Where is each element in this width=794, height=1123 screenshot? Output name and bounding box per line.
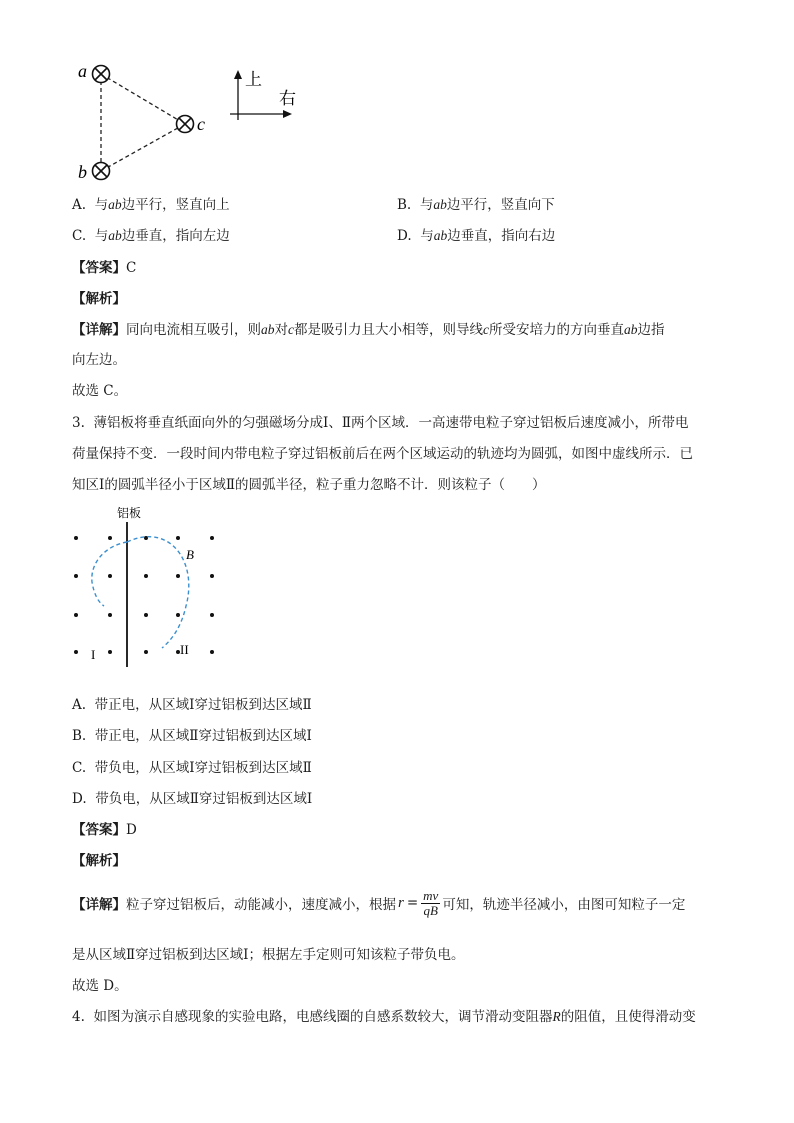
q3-conclusion: 故选 D。 xyxy=(72,978,128,994)
axis-right-arrowhead-icon xyxy=(283,110,292,118)
edge-bc xyxy=(101,124,185,171)
wire-c-into-page-icon xyxy=(177,116,194,133)
label-b: b xyxy=(78,162,87,182)
region-1-label: I xyxy=(91,647,96,662)
q2-option-a: A. 与ab边平行，竖直向上 xyxy=(72,197,230,213)
q2-detail-line-2: 向左边。 xyxy=(72,352,126,368)
q2-detail-line-1: 【详解】同向电流相互吸引，则ab对c都是吸引力且大小相等，则导线c所受安培力的方向垂直ab边指 xyxy=(72,322,665,338)
q3-stem-line-3: 知区Ⅰ的圆弧半径小于区域Ⅱ的圆弧半径，粒子重力忽略不计．则该粒子（ ） xyxy=(72,477,546,493)
q3-detail-line-2: 是从区域Ⅱ穿过铝板到达区域Ⅰ；根据左手定则可知该粒子带负电。 xyxy=(72,947,465,963)
q2-analysis-heading: 【解析】 xyxy=(72,291,126,307)
q3-detail-line-1: 【详解】 粒子穿过铝板后，动能减小，速度减小，根据 r = mv qB 可知，轨迹半径减小，由图可知粒子一定 xyxy=(72,887,686,918)
figure-wires-triangle xyxy=(70,58,320,188)
q3-option-d: D. 带负电，从区域Ⅱ穿过铝板到达区域Ⅰ xyxy=(72,791,313,807)
q3-stem-line-1: 3. 薄铝板将垂直纸面向外的匀强磁场分成Ⅰ、Ⅱ两个区域．一高速带电粒子穿过铝板后速度减小，所带电 xyxy=(72,415,689,431)
q3-option-b: B. 带正电，从区域Ⅱ穿过铝板到达区域Ⅰ xyxy=(72,728,312,744)
label-B: B xyxy=(186,547,194,562)
trajectory-region-2 xyxy=(127,537,189,648)
q2-conclusion: 故选 C。 xyxy=(72,383,128,399)
q3-option-c: C. 带负电，从区域Ⅰ穿过铝板到达区域Ⅱ xyxy=(72,760,312,776)
figure-aluminum-plate-field xyxy=(60,502,230,674)
q3-analysis-heading: 【解析】 xyxy=(72,853,126,869)
label-c: c xyxy=(197,114,205,134)
q4-stem-line-1: 4. 如图为演示自感现象的实验电路，电感线圈的自感系数较大，调节滑动变阻器R的阻值，且使得滑动变 xyxy=(72,1009,696,1025)
wire-b-into-page-icon xyxy=(93,163,110,180)
q2-option-d: D. 与ab边垂直，指向右边 xyxy=(397,228,556,244)
formula-radius: r = mv qB xyxy=(398,887,439,918)
wire-a-into-page-icon xyxy=(93,66,110,83)
axis-right-label: 右 xyxy=(279,89,296,108)
edge-ac xyxy=(101,74,185,124)
q3-option-a: A. 带正电，从区域Ⅰ穿过铝板到达区域Ⅱ xyxy=(72,697,312,713)
trajectory-region-1 xyxy=(92,542,127,606)
formula-numerator: mv xyxy=(423,887,439,903)
formula-denominator: qB xyxy=(423,902,438,918)
q3-answer: 【答案】D xyxy=(72,822,137,838)
q2-option-b: B. 与ab边平行，竖直向下 xyxy=(397,197,555,213)
q2-option-c: C. 与ab边垂直，指向左边 xyxy=(72,228,230,244)
q3-stem-line-2: 荷量保持不变．一段时间内带电粒子穿过铝板前后在两个区域运动的轨迹均为圆弧，如图中虚线所示．已 xyxy=(72,446,693,462)
label-a: a xyxy=(78,61,87,81)
q2-answer: 【答案】C xyxy=(72,260,137,276)
region-2-label: II xyxy=(180,642,189,657)
plate-label: 铝板 xyxy=(117,506,142,520)
axis-up-arrowhead-icon xyxy=(234,70,242,79)
axis-up-label: 上 xyxy=(245,70,262,89)
